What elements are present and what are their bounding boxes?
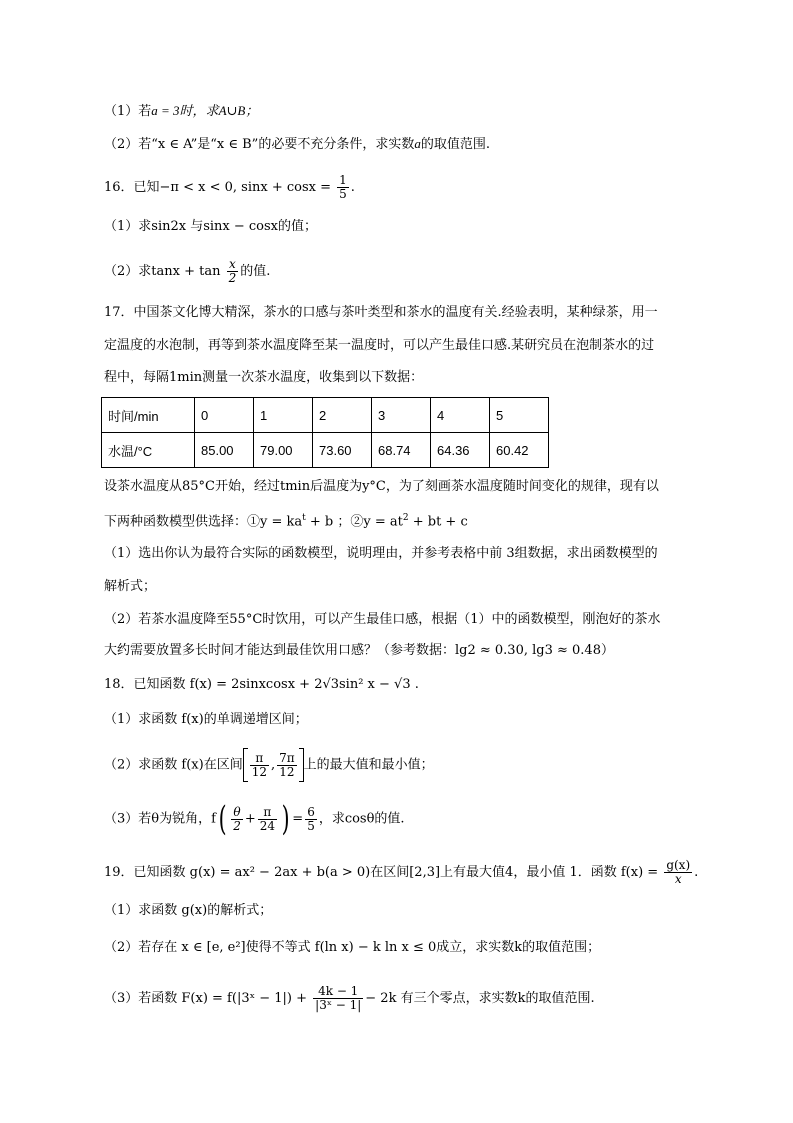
q16-part2-num: x [227,258,239,272]
q18-stem: 18．已知函数 f(x) = 2sinxcosx + 2√3sin² x − √3 . [104,677,419,692]
q17-model2-end: + bt + c [408,514,468,530]
q18-frac-num: θ [231,806,243,820]
q16-part2-fraction [227,258,239,285]
q19-fraction [664,859,692,886]
q19-part3-end: − 2k 有三个零点，求实数k的取值范围. [365,991,595,1006]
table-cell: 水温/°C [102,433,195,468]
q16-part2-den: 2 [228,271,237,285]
q18-part3-text: （3）若θ为锐角，f [104,811,216,827]
q19-part3 [104,985,595,1012]
left-bracket [243,748,248,782]
table-cell: 79.00 [254,433,313,468]
q15-part2 [104,134,490,155]
q19-frac-den: |3ˣ − 1| [315,998,362,1012]
right-paren: ) [281,799,290,839]
q18-frac-num: 7π [279,750,295,765]
q18-fraction [231,806,243,833]
table-cell: 3 [372,398,431,433]
q17-line5 [104,508,468,532]
q19-stem [104,859,698,886]
q18-fraction [258,806,277,833]
q16-frac-num: 1 [339,173,347,187]
table-cell: 64.36 [431,433,490,468]
q16-fraction [337,174,349,201]
table-cell: 时间/min [102,398,195,433]
q16-stem-end: . [350,180,355,195]
q18-frac-den: 2 [233,818,241,833]
q17-model1: 下两种函数模型供选择：①y = ka [104,514,303,530]
q18-frac-num: π [250,752,269,766]
q17-line3: 程中，每隔1min测量一次茶水温度，收集到以下数据： [104,370,424,385]
q15-part1-label: （1）若 [104,104,152,119]
q19-part3-text: （3）若函数 F(x) = f(|3ˣ − 1|) + [104,991,308,1006]
left-paren: ( [218,799,227,839]
table-cell: 73.60 [313,433,372,468]
q18-part3: （3）若θ为锐角，f( $\frac{\theta}{2}$ + $\frac{\pi}{24}$ ) = $\frac{6}{5}$ ，求cosθ的值. [104,799,405,839]
q17-part2a: （2）若茶水温度降至55°C时饮用，可以产生最佳口感，根据（1）中的函数模型，刚泡好的茶水 [104,612,661,627]
table-cell: 60.42 [490,433,549,468]
q18-frac-den: 12 [279,764,295,779]
q18-part1: （1）求函数 f(x)的单调递增区间； [104,712,308,727]
table-cell: 4 [431,398,490,433]
temperature-table [101,397,549,468]
q17-line2: 定温度的水泡制，再等到茶水温度降至某一温度时，可以产生最佳口感.某研究员在泡制茶水的过 [104,338,655,353]
q18-frac-den: 24 [259,818,276,833]
q18-frac-num: 6 [307,804,315,819]
q15-part1 [104,101,258,122]
q18-part3-end: ，求cosθ的值. [318,811,405,827]
q18-frac-num: π [258,806,277,820]
q17-model1-exp: t [302,513,306,523]
q17-part1b: 解析式； [104,579,157,594]
table-cell: 1 [254,398,313,433]
q15-part1-condition: a = 3时，求 [151,103,219,118]
q19-stem-text: 19．已知函数 g(x) = ax² − 2ax + b(a > 0)在区间[2,3]上有最大值4，最小值 1．函数 f(x) = [104,865,659,880]
table-row-data [102,433,549,468]
q15-part2-text: （2）若“x ∈ A”是“x ∈ B”的必要不充分条件，求实数 [104,137,415,152]
q19-part2: （2）若存在 x ∈ [e, e²]使得不等式 f(ln x) − k ln x ≤ 0成立，求实数k的取值范围； [104,940,601,955]
table-cell: 2 [313,398,372,433]
q16-part1: （1）求sin2x 与sinx − cosx的值； [104,219,318,234]
q19-frac-num: g(x) [666,858,691,872]
q18-fraction [277,752,297,779]
q19-fraction [313,985,363,1012]
q15-part2-var: a [414,136,421,151]
q17-model2-exp: 2 [402,513,409,523]
q16-part2-end: 的值. [240,264,271,279]
q19-stem-end: . [694,865,699,880]
q18-part2: （2）求函数 f(x)在区间 $\frac{\pi}{12}$ , $\frac{7\pi}{12}$ 上的最大值和最小值； [104,748,434,782]
q17-line1: 17．中国茶文化博大精深，茶水的口感与茶叶类型和茶水的温度有关.经验表明，某种绿茶，用一 [104,305,658,320]
q17-model2: + b ；②y = at [305,514,403,530]
q16-part2 [104,258,270,285]
q16-stem [104,174,355,201]
q18-fraction [250,752,269,779]
q16-stem-text: 16．已知−π < x < 0, sinx + cosx = [104,180,331,195]
q19-frac-num: 4k − 1 [313,985,363,999]
q18-equals: = [292,811,304,827]
q18-frac-den: 5 [307,818,315,833]
q18-part2-end: 上的最大值和最小值； [303,757,434,773]
table-cell: 85.00 [195,433,254,468]
q17-line4: 设茶水温度从85°C开始，经过tmin后温度为y°C，为了刻画茶水温度随时间变化的规律，现有以 [104,479,659,494]
q18-frac-den: 12 [251,764,267,779]
table-cell: 68.74 [372,433,431,468]
q18-fraction [305,806,317,833]
table-cell: 5 [490,398,549,433]
q18-part2-text: （2）求函数 f(x)在区间 [104,757,243,773]
q16-frac-den: 5 [339,187,347,201]
table-cell: 0 [195,398,254,433]
q19-part1: （1）求函数 g(x)的解析式； [104,903,273,918]
q17-part1a: （1）选出你认为最符合实际的函数模型，说明理由，并参考表格中前 3组数据，求出函数模型的 [104,546,658,561]
q16-part2-text: （2）求tanx + tan [104,264,221,279]
q19-frac-den: x [674,872,682,886]
q15-part2-end: 的取值范围. [420,137,490,152]
q17-part2b: 大约需要放置多长时间才能达到最佳饮用口感？（参考数据：lg2 ≈ 0.30, lg3 ≈ 0.48） [104,643,614,658]
q15-part1-expr: A∪B； [218,103,259,118]
table-row-header [102,398,549,433]
